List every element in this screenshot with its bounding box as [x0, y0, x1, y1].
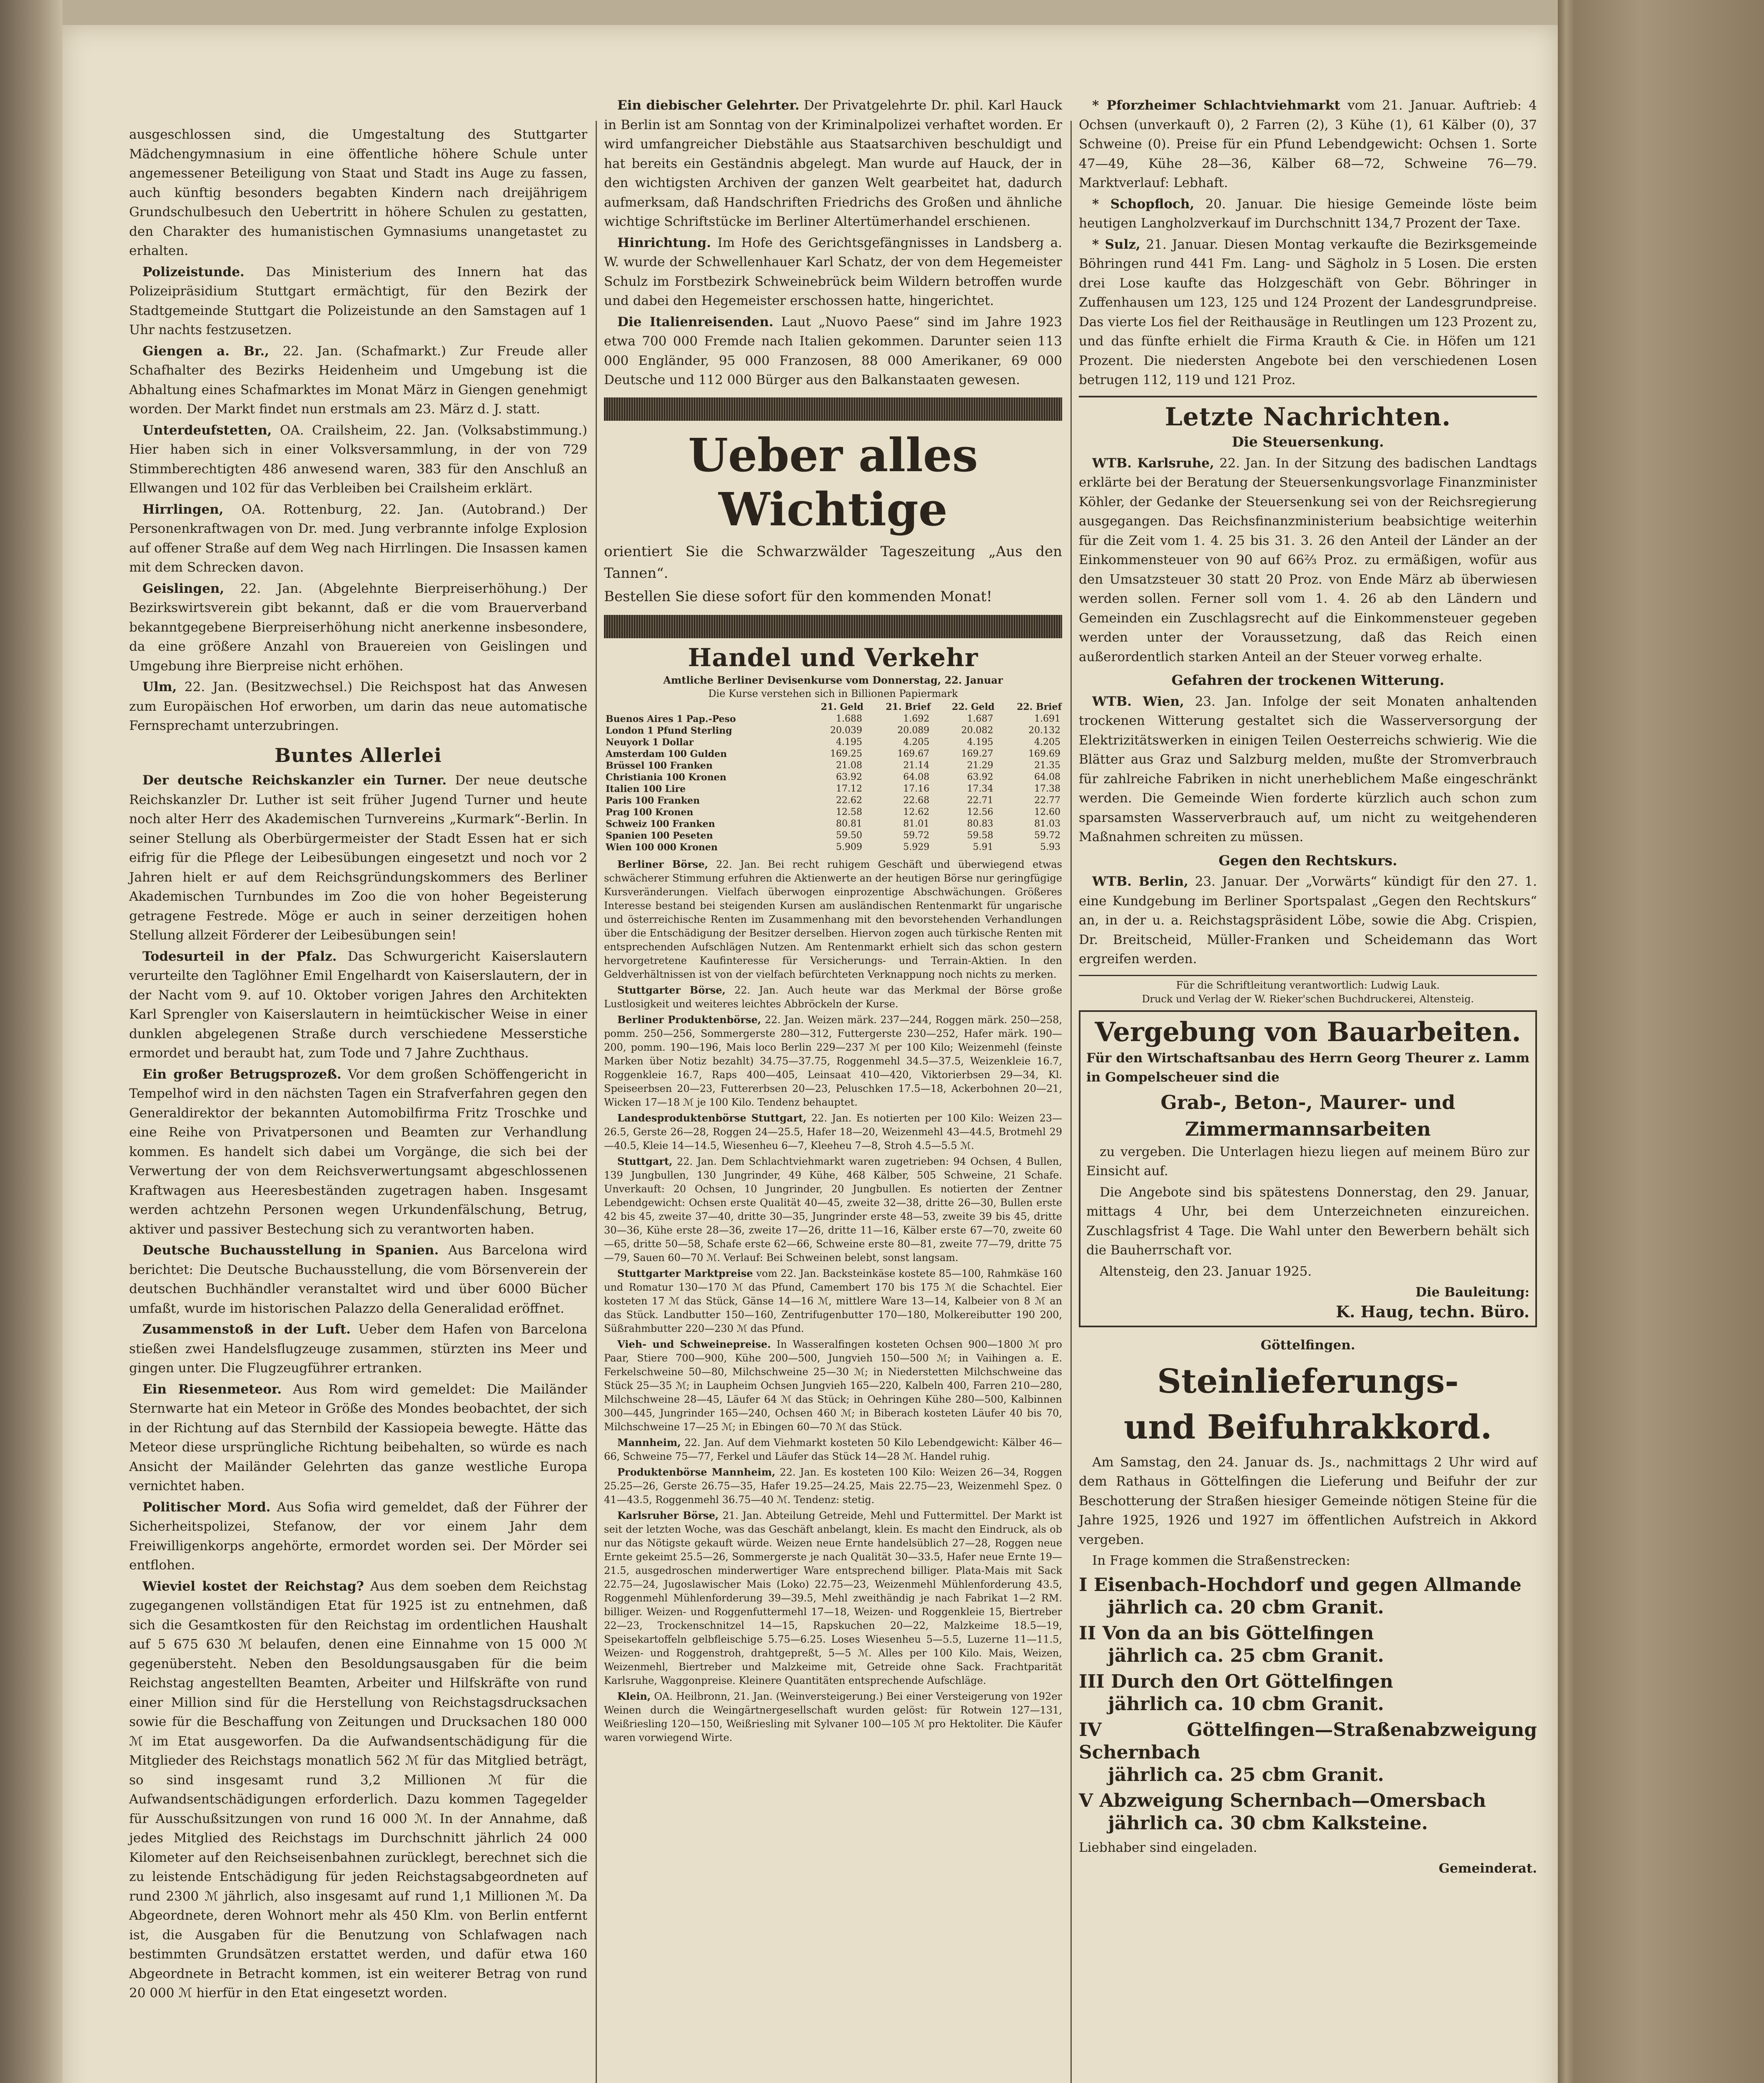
road-quantity: jährlich ca. 25 cbm Granit. — [1108, 1645, 1384, 1666]
article-lead: Hinrichtung. — [617, 235, 711, 250]
road-quantity: jährlich ca. 20 cbm Granit. — [1108, 1596, 1384, 1618]
article-text: 22. Jan. In der Sitzung des badischen Landtags erklärte bei der Beratung der Steuersenkungsvorlage Finanzminister Köhler, der Gedanke der Steuersenkung sei von der Reichsregierung ausgegangen. Das Reichsfinanzministerium beabsichtige weiterhin für die Zeit vom 1. 4. 25 bis 31. 3. 26 den Anteil der Länder an der Einkommensteuer von 90 auf 66⅔ Proz. zu ermäßigen, wofür aus den Umsatzsteuer 30 statt 20 Proz. von Ende März ab überwiesen werden sollen. Ferner soll vom 1. 4. 26 ab den Ländern und Gemeinden ein Zuschlagsrecht auf die Einkommensteuer gegeben werden unter der Voraussetzung, daß das Reich einen außerordentlich starken Anteil an der Steuer vorweg erhalte. — [1079, 455, 1537, 664]
article-lead: Ein Riesenmeteor. — [142, 1381, 282, 1397]
article-lead: * Schopfloch, — [1092, 196, 1195, 212]
market-reports — [604, 857, 1062, 1745]
article-lead: Klein, — [617, 1690, 651, 1702]
divider — [1079, 396, 1537, 397]
newspaper-page — [62, 25, 1558, 2083]
currency-name: Buenos Aires 1 Pap.-Peso — [606, 714, 736, 724]
article-lead: Mannheim, — [617, 1436, 681, 1449]
article — [604, 857, 1062, 982]
article-text: 21. Jan. Abteilung Getreide, Mehl und Futtermittel. Der Markt ist seit der letzten Woche, was das Geschäft anbelangt, klein. Es macht den Eindruck, als ob nur das Nötigste gekauft würde. Weizen neue Ernte handelsüblich 27—28, Roggen neue Ernte gekeimt 25.5—26, Sommergerste je nach Qualität 30—33.5, Hafer neue Ernte 19—21.5, ausgedroschen minderwertiger Ware entsprechend billiger. Plata-Mais mit Sack 22.75—24, Jugoslawischer Mais (Loko) 22.75—23, Weizenmehl Mühlenforderung 43.5, Roggenmehl Mühlenforderung 39—39.5, Mehl zweithändig je nach Fabrikat 1—2 RM. billiger. Weizen- und Roggenfuttermehl 17—18, Weizen- und Roggenkleie 15, Biertreber 22—23, Trockenschnitzel 14—15, Rapskuchen 20—22, Malzkeime 18.5—19, Speisekartoffeln gelbfleischige 5.75—6.25. Loses Wiesenheu 5—5.5, Luzerne 11—11.5, Weizen- und Roggenstroh, drahtgepreßt, 5—5 ℳ. Alles per 100 Kilo. Mais, Weizen, Weizenmehl, Biertreber und Malzkeime mit, Getreide ohne Sack. Frachtparität Karlsruhe, Waggonpreise. Kleinere Quantitäten entsprechende Aufschläge. — [604, 1510, 1062, 1686]
rate-cell: 1.687 — [967, 714, 993, 724]
article-lead: * Pforzheimer Schlachtviehmarkt — [1092, 98, 1340, 113]
currency-name: Wien 100 000 Kronen — [606, 842, 718, 853]
imprint-editor: Für die Schriftleitung verantwortlich: Ludwig Lauk. — [1176, 979, 1440, 991]
rate-cell: 12.62 — [903, 807, 930, 817]
rate-cell: 64.08 — [903, 772, 930, 782]
rate-cell: 22.77 — [1034, 795, 1060, 806]
ad-text: Für den Wirtschaftsanbau des Herrn Georg Theurer z. Lamm in Gompelscheuer sind die — [1086, 1050, 1529, 1085]
ad-headline: und Beifuhrakkord. — [1124, 1407, 1492, 1446]
table-row — [604, 760, 1062, 772]
rate-cell: 81.03 — [1034, 819, 1060, 829]
rate-cell: 81.01 — [903, 819, 930, 829]
ad-work-types: Grab-, Beton-, Maurer- und — [1160, 1091, 1455, 1114]
rate-cell: 20.039 — [830, 725, 862, 736]
article-lead: Deutsche Buchausstellung in Spanien. — [142, 1243, 439, 1258]
rate-cell: 5.929 — [903, 842, 930, 852]
article-text: 22. Jan. Weizen märk. 237—244, Roggen märk. 250—258, pomm. 250—256, Sommergerste 280—312, Futtergerste 230—252, Hafer märk. 190—200, pomm. 190—196, Mais loco Berlin 229—237 ℳ per 100 Kilo; Weizenmehl (feinste Marken über Notiz bezahlt) 34.75—37.75, Roggenmehl 34.5—37.5, Weizenkleie 16.7, Roggenkleie 16.7, Raps 400—405, Leinsaat 410—420, Viktorierbsen 29—34, Kl. Speiseerbsen 20—23, Futtererbsen 20—23, Peluschken 17.5—18, Ackerbohnen 20—21, Wicken 17—18 ℳ je 100 Kilo. Tendenz behauptet. — [604, 1014, 1062, 1108]
article-text: 22. Jan. Auf dem Viehmarkt kosteten 50 Kilo Lebendgewicht: Kälber 46—66, Schweine 75—77, Ferkel und Läufer das Stück 14—28 ℳ. Handel ruhig. — [604, 1437, 1062, 1462]
rate-cell: 17.16 — [903, 784, 930, 794]
book-gutter-left — [0, 0, 62, 2083]
rate-cell: 1.691 — [1034, 714, 1060, 724]
article-lead: WTB. Karlsruhe, — [1092, 455, 1214, 471]
ad-text: Bestellen Sie diese sofort für den kommenden Monat! — [604, 588, 992, 605]
article-lead: Unterdeufstetten, — [142, 422, 272, 438]
article-text: 22. Jan. (Abgelehnte Bierpreiserhöhung.) Der Bezirkswirtsverein gibt bekannt, daß er die vom Brauerverband bekanntgegebene Bierpreiserhöhung nicht anerkenne insbesondere, da eine größere Anzahl von Brauereien von Geislingen und Umgebung ihre Bierpreise nicht erhöhen. — [129, 581, 587, 674]
article — [604, 983, 1062, 1011]
article-text: OA. Crailsheim, 22. Jan. (Volksabstimmung.) Hier haben sich in einer Volksversammlung, in der von 729 Stimmberechtigten 486 anwesend waren, 383 für den Anschluß an Ellwangen und 102 für das Verbleiben bei Crailsheim erklärt. — [129, 422, 587, 496]
table-row — [604, 818, 1062, 830]
column-rule — [596, 121, 597, 2083]
rate-cell: 4.205 — [903, 737, 930, 747]
road-section: II Von da an bis Göttelfingen — [1079, 1622, 1374, 1644]
table-row — [604, 783, 1062, 795]
rate-cell: 1.692 — [903, 714, 930, 724]
article — [1079, 235, 1537, 390]
article — [129, 1065, 587, 1239]
table-header-row — [604, 701, 1062, 713]
article — [129, 677, 587, 736]
article-text: Das Ministerium des Innern hat das Polizeipräsidium Stuttgart ermächtigt, für den Bezirk der Stadtgemeinde Stuttgart die Polizeistunde an den Samstagen auf 1 Uhr nachts festzusetzen. — [129, 264, 587, 337]
article-text: Der neue deutsche Reichskanzler Dr. Luther ist seit früher Jugend Turner und heute noch alter Herr des Akademischen Turnvereins „Kurmark“-Berlin. In seiner Stellung als Oberbürgermeister der Stadt Essen hat er sich eifrig für die Pflege der Leibesübungen eingesetzt und noch vor 2 Jahren hielt er auf dem Reichsgründungskommers des Berliner Akademischen Turnbundes im Zoo die von hoher Begeisterung getragene Festrede. Möge er auch in seiner derzeitigen hohen Stellung allzeit Förderer der Leibesübungen sein! — [129, 773, 588, 943]
article-text: vom 22. Jan. Backsteinkäse kostete 85—100, Rahmkäse 160 und Romatur 130—170 ℳ das Pfund, Camembert 170 bis 175 ℳ die Schachtel. Eier kosteten 17 ℳ das Stück, Gänse 14—16 ℳ, mittlere Ware 13—14, Kalbeier von 8 ℳ an das Stück. Landbutter 150—160, Zentrifugenbutter 170—180, Molkereibutter 190 200, Süßrahmbutter 220—230 ℳ das Pfund. — [604, 1268, 1062, 1334]
table-row — [604, 842, 1062, 853]
rate-cell: 12.56 — [967, 807, 993, 817]
article-text: Aus Rom wird gemeldet: Die Mailänder Sternwarte hat ein Meteor in Größe des Mondes beobachtet, der sich in der Richtung auf das Sternbild der Kassiopeia bewegte. Hätte das Meteor diese ursprüngliche Richtung beibehalten, so würde es nach Ansicht der Mailänder Gelehrten das ganze westliche Europa vernichtet haben. — [129, 1381, 587, 1494]
article-text: Aus Sofia wird gemeldet, daß der Führer der Sicherheitspolizei, Stefanow, der vor einem Jahr dem Freiwilligenkorps angehörte, ermordet worden sei. Der Mörder sei entflohen. — [129, 1499, 588, 1573]
article-text: 22. Jan. Dem Schlachtviehmarkt waren zugetrieben: 94 Ochsen, 4 Bullen, 139 Jungbullen, 130 Jungrinder, 49 Kühe, 468 Kälber, 505 Schweine, 21 Schafe. Unverkauft: 20 Ochsen, 10 Jungrinder, 20 Jungbullen. Es notierten der Zentner Lebendgewicht: Ochsen erste Qualität 40—45, zweite 32—38, dritte 26—30, Bullen erste 42 bis 45, zweite 37—40, dritte 30—35, Jungrinder erste 48—53, zweite 39 bis 45, dritte 30—36, Kühe erste 28—36, zweite 17—26, dritte 11—16, Kälber erste 67—70, zweite 60—65, dritte 50—58, Schafe erste 62—66, Schweine erste 80—81, zweite 77—79, dritte 75—79, Sauen 60—70 ℳ. Verlauf: Bei Schweinen belebt, sonst langsam. — [604, 1156, 1063, 1264]
article — [129, 771, 587, 945]
article — [129, 1380, 587, 1496]
article-text: In Wasseralfingen kosteten Ochsen 900—1800 ℳ pro Paar, Stiere 700—900, Kühe 200—500, Jungvieh 150—500 ℳ; in Vaihingen a. E. Ferkelschweine 50—80, Milchschweine 25—30 ℳ; in Niederstetten Milchschweine das Stück 25—35 ℳ; in Laupheim Ochsen Jungvieh 165—220, Kalbeln 400, Farren 210—280, Milchschweine 28—45, Läufer 64 ℳ das Stück; in Oehringen Kühe 280—500, Kalbinnen 300—445, Jungrinder 165—240, Ochsen 460 ℳ; in Biberach kosteten Läufer 40 bis 70, Milchschweine 17—25 ℳ; in Ebingen 60—70 ℳ das Stück. — [604, 1339, 1062, 1433]
road-section: I Eisenbach-Hochdorf und gegen Allmande — [1079, 1574, 1522, 1596]
rate-cell: 20.132 — [1028, 725, 1060, 736]
column-middle — [604, 96, 1062, 1746]
road-section: IV Göttelfingen—Straßenabzweigung Schernbach — [1079, 1719, 1537, 1763]
table-row — [604, 725, 1062, 737]
table-body — [604, 713, 1062, 853]
article — [129, 1320, 587, 1378]
book-spine-right — [1558, 0, 1764, 2083]
article-lead: Stuttgarter Börse, — [617, 984, 726, 996]
article — [1079, 195, 1537, 233]
article-text: 22. Jan. (Besitzwechsel.) Die Reichspost hat das Anwesen zum Europäischen Hof erworben, um darin das neue automatische Fernsprechamt unterzubringen. — [129, 679, 587, 733]
column-right — [1079, 96, 1537, 1878]
table-row — [604, 830, 1062, 842]
rate-cell: 4.195 — [967, 737, 993, 747]
news-heading: Gegen den Rechtskurs. — [1218, 852, 1397, 869]
rate-cell: 169.67 — [897, 749, 930, 759]
news-heading: Die Steuersenkung. — [1232, 434, 1384, 450]
article — [129, 1241, 587, 1318]
rates-subheading: Die Kurse verstehen sich in Billionen Papiermark — [708, 688, 958, 699]
news-heading: Gefahren der trockenen Witterung. — [1171, 672, 1445, 688]
section-heading: Letzte Nachrichten. — [1165, 402, 1451, 432]
rate-cell: 59.72 — [1034, 830, 1060, 841]
currency-name: London 1 Pfund Sterling — [606, 725, 732, 736]
article-text: 20. Januar. Die hiesige Gemeinde löste beim heutigen Langholzverkauf im Durchschnitt 134,7 Prozent der Taxe. — [1079, 196, 1537, 231]
article-lead: Berliner Börse, — [617, 858, 709, 870]
currency-name: Brüssel 100 Franken — [606, 760, 713, 771]
article-text: OA. Heilbronn, 21. Jan. (Weinversteigerung.) Bei einer Versteigerung von 192er Weinen durch die Weingärtnergesellschaft wurden gelöst: für Rotwein 127—131, Weißriesling 120—150, Weißriesling mit Sylvaner 100—105 ℳ pro Hektoliter. Die Käufer waren vorwiegend Wirte. — [604, 1691, 1062, 1743]
article-lead: Produktenbörse Mannheim, — [617, 1466, 776, 1478]
rate-cell: 80.81 — [836, 819, 862, 829]
article-text: Der Privatgelehrte Dr. phil. Karl Hauck in Berlin ist am Sonntag von der Kriminalpolizei verhaftet worden. Er wird umfangreicher Diebstähle aus Staatsarchiven beschuldigt und hat bereits ein Geständnis abgelegt. Man wurde auf Hauck, der in den wichtigsten Archiven der ganzen Welt gearbeitet hat, dadurch aufmerksam, daß Handschriften Friedrichs des Großen und ähnliche wichtige Schriftstücke im Berliner Altertümerhandel erschienen. — [604, 98, 1063, 229]
road-quantity: jährlich ca. 30 cbm Kalksteine. — [1108, 1812, 1428, 1834]
article — [604, 1465, 1062, 1507]
road-section: III Durch den Ort Göttelfingen — [1079, 1671, 1393, 1692]
article-text: 22. Jan. Es kosteten 100 Kilo: Weizen 26—34, Roggen 25.25—26, Gerste 26.75—35, Hafer 19.25—24.25, Mais 22.75—23, Weizenmehl Spez. 0 41—43.5, Roggenmehl 36.75—40 ℳ. Tendenz: stetig. — [604, 1466, 1062, 1506]
article-text: Vor dem großen Schöffengericht in Tempelhof wird in den nächsten Tagen ein Strafverfahren gegen den Generaldirektor der bekannten Automobilfirma Fritz Troschke und eine Reihe von Privatpersonen und Beamten zur Verhandlung kommen. Es handelt sich dabei um Vorgänge, die sich bei der Verwertung der von dem Reichsverwertungsamt abgeschlossenen Kraftwagen aus Heeresbeständen zugetragen haben. Insgesamt werden achtzehn Personen wegen Urkundenfälschung, Betrug, aktiver und passiver Bestechung sich zu verantworten haben. — [129, 1066, 587, 1237]
table-row — [604, 737, 1062, 748]
article — [604, 1111, 1062, 1153]
article-lead: WTB. Wien, — [1092, 694, 1184, 709]
article-lead: Giengen a. Br., — [142, 343, 269, 359]
article — [604, 1266, 1062, 1336]
table-row — [604, 748, 1062, 760]
article-lead: Stuttgarter Marktpreise — [617, 1267, 753, 1279]
rate-cell: 17.12 — [836, 784, 862, 794]
ad-headline: Vergebung von Bauarbeiten. — [1095, 1016, 1521, 1048]
list-item — [1079, 1790, 1537, 1835]
rate-cell: 169.69 — [1028, 749, 1060, 759]
rate-cell: 12.60 — [1034, 807, 1060, 817]
rate-cell: 21.29 — [967, 760, 993, 771]
article — [129, 947, 587, 1063]
article-text: Ueber dem Hafen von Barcelona stießen zwei Handelsflugzeuge zusammen, stürzten ins Meer und gingen unter. Die Flugzeugführer ertranken. — [129, 1322, 587, 1376]
rate-cell: 4.195 — [836, 737, 862, 747]
article-text: 22. Jan. Es notierten per 100 Kilo: Weizen 23—26.5, Gerste 26—28, Roggen 24—25.5, Hafer 18—20, Weizenmehl 43—44.5, Brotmehl 29—40.5, Kleie 14—14.5, Wiesenheu 6—7, Kleeheu 7—8, Stroh 4.5—5.5 ℳ. — [604, 1112, 1062, 1151]
table-header: 22. Brief — [1017, 702, 1062, 712]
article-lead: Ulm, — [142, 679, 177, 694]
table-row — [604, 807, 1062, 818]
section-heading: Buntes Allerlei — [274, 744, 442, 767]
rate-cell: 5.909 — [836, 842, 862, 852]
article — [604, 1509, 1062, 1688]
article — [129, 421, 587, 498]
currency-table — [604, 701, 1062, 853]
ad-text: Die Angebote sind bis spätestens Donnerstag, den 29. Januar, mittags 4 Uhr, bei dem Unterzeichneten einzureichen. Zuschlagsfrist 4 Tage. Die Wahl unter den Bewerbern behält sich die Bauherrschaft vor. — [1086, 1184, 1529, 1258]
article-lead: * Sulz, — [1092, 237, 1140, 252]
rate-cell: 5.93 — [1040, 842, 1060, 852]
article-lead: Wieviel kostet der Reichstag? — [142, 1578, 364, 1594]
rate-cell: 169.25 — [830, 749, 862, 759]
article-lead: Polizeistunde. — [142, 264, 245, 280]
article-text: ausgeschlossen sind, die Umgestaltung des Stuttgarter Mädchengymnasium in eine öffentliche höhere Schule unter angemessener Beteiligung von Staat und Stadt ins Auge zu fassen, auch künftig besonders begabten Kindern nach dreijährigem Grundschulbesuch den Uebertritt in höhere Schulen zu gestatten, den Charakter des humanistischen Gymnasiums unangetastet zu erhalten. — [129, 127, 587, 258]
decorative-stripe — [604, 397, 1062, 421]
rate-cell: 59.50 — [836, 830, 862, 841]
currency-name: Italien 100 Lire — [606, 784, 686, 794]
rate-cell: 64.08 — [1034, 772, 1060, 782]
table-row — [604, 713, 1062, 725]
article — [129, 262, 587, 340]
article-lead: Geislingen, — [142, 581, 225, 596]
column-rule — [1070, 121, 1072, 2083]
article-lead: Todesurteil in der Pfalz. — [142, 949, 337, 964]
ad-text: In Frage kommen die Straßenstrecken: — [1092, 1553, 1350, 1568]
article — [604, 1337, 1062, 1434]
column-left — [129, 125, 587, 2005]
article — [1079, 692, 1537, 847]
rate-cell: 63.92 — [967, 772, 993, 782]
article-lead: Politischer Mord. — [142, 1499, 271, 1515]
ad-text: zu vergeben. Die Unterlagen hiezu liegen auf meinem Büro zur Einsicht auf. — [1086, 1144, 1529, 1179]
rate-cell: 59.72 — [903, 830, 930, 841]
rate-cell: 4.205 — [1034, 737, 1060, 747]
currency-name: Paris 100 Franken — [606, 795, 700, 806]
table-header — [604, 701, 800, 713]
article — [1079, 96, 1537, 193]
rate-cell: 63.92 — [836, 772, 862, 782]
article — [1079, 454, 1537, 667]
article-lead: Ein großer Betrugsprozeß. — [142, 1066, 342, 1082]
article — [129, 1577, 587, 2003]
article-text: Im Hofe des Gerichtsgefängnisses in Landsberg a. W. wurde der Schwellenhauer Karl Schatz, der von dem Hegemeister Schulz im Forstbezirk Schweinebrück beim Wildern betroffen wurde und dabei den Hegemeister erschossen hatte, hingerichtet. — [604, 235, 1062, 308]
article — [129, 579, 587, 676]
article — [129, 342, 587, 419]
ad-headline: Ueber alles Wichtige — [688, 428, 978, 536]
rate-cell: 22.71 — [967, 795, 993, 806]
rate-cell: 22.62 — [836, 795, 862, 806]
ad-text: Liebhaber sind eingeladen. — [1079, 1840, 1258, 1855]
article-lead: Zusammenstoß in der Luft. — [142, 1322, 351, 1337]
section-heading: Handel und Verkehr — [688, 643, 978, 672]
table-header: 22. Geld — [952, 702, 995, 712]
table-header: 21. Geld — [821, 702, 863, 712]
article-text: 23. Januar. Der „Vorwärts“ kündigt für den 27. 1. eine Kundgebung im Berliner Sportspalast „Gegen den Rechtskurs“ an, in der u. a. Reichstagspräsident Löbe, sowie die Abg. Crispien, Dr. Breitscheid, Müller-Franken und Scheidemann das Wort ergreifen werden. — [1079, 874, 1537, 967]
article — [1079, 872, 1537, 969]
rate-cell: 17.38 — [1034, 784, 1060, 794]
article — [129, 500, 587, 577]
currency-name: Amsterdam 100 Gulden — [606, 749, 727, 759]
rate-cell: 20.089 — [897, 725, 930, 736]
article-text: vom 21. Januar. Auftrieb: 4 Ochsen (unverkauft 0), 2 Farren (2), 3 Kühe (1), 61 Kälber (0), 37 Schweine (0). Preise für ein Pfund Lebendgewicht: Ochsen 1. Sorte 47—49, Kühe 28—36, Kälber 68—72, Schweine 76—79. Marktverlauf: Lebhaft. — [1079, 98, 1537, 190]
rate-cell: 22.68 — [903, 795, 930, 806]
article-text: 22. Jan. (Schafmarkt.) Zur Freude aller Schafhalter des Bezirks Heidenheim und Umgebung ist die Abhaltung eines Schafmarktes im Monat März in Giengen genehmigt worden. Der Markt findet nun erstmals am 23. März d. J. statt. — [129, 343, 587, 417]
article — [129, 1498, 587, 1575]
rate-cell: 20.082 — [961, 725, 993, 736]
rate-cell: 5.91 — [973, 842, 993, 852]
currency-name: Spanien 100 Peseten — [606, 830, 713, 841]
ad-signature: Die Bauleitung: — [1415, 1285, 1529, 1300]
article — [604, 96, 1062, 232]
article — [604, 1689, 1062, 1745]
article-text: Das Schwurgericht Kaiserslautern verurteilte den Taglöhner Emil Engelhardt von Kaiserslautern, der in der Nacht vom 9. auf 10. Oktober vorigen Jahres den Architekten Karl Sprengler von Kaiserslautern in heimtückischer Weise in einer dunklen abgelegenen Straße durch verschiedene Messerstiche ermordet und beraubt hat, zum Tode und 7 Jahre Zuchthaus. — [129, 949, 587, 1061]
currency-name: Prag 100 Kronen — [606, 807, 694, 818]
ad-text: orientiert Sie die Schwarzwälder Tageszeitung „Aus den Tannen“. — [604, 543, 1062, 582]
article-text: OA. Rottenburg, 22. Jan. (Autobrand.) Der Personenkraftwagen von Dr. med. Jung verbrannte infolge Explosion auf offener Straße auf dem Weg nach Hirrlingen. Die Insassen kamen mit dem Schrecken davon. — [129, 502, 587, 575]
list-item — [1079, 1622, 1537, 1667]
road-section: V Abzweigung Schernbach—Omersbach — [1079, 1790, 1486, 1811]
rate-cell: 21.08 — [836, 760, 862, 771]
ad-construction — [1079, 1010, 1537, 1328]
article-lead: Stuttgart, — [617, 1155, 673, 1167]
article-text: 21. Januar. Diesen Montag verkaufte die Bezirksgemeinde Böhringen rund 441 Fm. Lang- und Sägholz in 5 Losen. Die ersten drei Lose kaufte das Holzgeschäft von Gebr. Böhringer in Zuffenhausen um 123, 125 und 124 Prozent der Landesgrundpreise. Das vierte Los fiel der Reithausäge in Reutlingen um 123 Prozent zu, und das fünfte erhielt die Firma Krauth & Cie. in Höfen um 121 Prozent. Die niedersten Angebote bei den verschiedenen Losen betrugen 112, 119 und 121 Proz. — [1079, 237, 1537, 387]
article-lead: WTB. Berlin, — [1092, 874, 1188, 889]
table-row — [604, 772, 1062, 783]
ad-town: Göttelfingen. — [1260, 1338, 1355, 1353]
article-lead: Berliner Produktenbörse, — [617, 1014, 761, 1026]
ad-signature: Gemeinderat. — [1439, 1861, 1537, 1876]
rate-cell: 169.27 — [961, 749, 993, 759]
road-quantity: jährlich ca. 10 cbm Granit. — [1108, 1693, 1384, 1715]
ad-date: Altensteig, den 23. Januar 1925. — [1100, 1264, 1312, 1279]
rate-cell: 1.688 — [836, 714, 862, 724]
article-text: Aus dem soeben dem Reichstag zugegangenen vollständigen Etat für 1925 ist zu entnehmen, daß sich die Gesamtkosten für den Reichstag im ordentlichen Haushalt auf 5 675 630 ℳ belaufen, denen eine Einnahme von 15 000 ℳ gegenübersteht. Neben den Besoldungsausgaben für die beim Reichstag angestellten Beamten, Arbeiter und Hilfskräfte von rund einer Million sind für die Herstellung von Reichstagsdrucksachen sowie für die Beschaffung von Zeitungen und Drucksachen 180 000 ℳ im Etat ausgeworfen. Da die Aufwandsentschädigung für die Mitglieder des Reichstags monatlich 562 ℳ für das Mitglied beträgt, so sind insgesamt rund 3,2 Millionen ℳ für die Aufwandsentschädigungen erforderlich. Dazu kommen Tagegelder für Ausschußsitzungen von rund 16 000 ℳ. In der Annahme, daß jedes Mitglied des Reichstags im Durchschnitt jährlich 24 000 Kilometer auf den Reichseisenbahnen zurücklegt, berechnet sich die zu leistende Entschädigung für jeden Reichstagsabgeordneten auf rund 2300 ℳ jährlich, also insgesamt auf rund 1,1 Millionen ℳ. Da Abgeordnete, deren Wohnort mehr als 450 Klm. von Berlin entfernt ist, die Ausgaben für die Benutzung von Schlafwagen nach bestimmten Grundsätzen erstattet werden, und dafür etwa 160 Abgeordnete in Betracht kommen, ist ein weiterer Betrag von rund 20 000 ℳ hierfür in den Etat eingesetzt worden. — [129, 1578, 588, 2001]
ad-work-types: Zimmermannsarbeiten — [1185, 1117, 1431, 1140]
article-lead: Ein diebischer Gelehrter. — [617, 98, 800, 113]
ad-headline: Steinlieferungs- — [1157, 1361, 1459, 1401]
article-lead: Vieh- und Schweinepreise. — [617, 1338, 771, 1350]
currency-name: Christiania 100 Kronen — [606, 772, 726, 783]
article-lead: Der deutsche Reichskanzler ein Turner. — [142, 773, 447, 788]
list-item — [1079, 1719, 1537, 1786]
article-lead: Hirrlingen, — [142, 502, 224, 517]
article — [604, 1013, 1062, 1109]
rate-cell: 12.58 — [836, 807, 862, 817]
rate-cell: 59.58 — [967, 830, 993, 841]
rate-cell: 80.83 — [967, 819, 993, 829]
list-item — [1079, 1574, 1537, 1619]
rate-cell: 17.34 — [967, 784, 993, 794]
road-quantity: jährlich ca. 25 cbm Granit. — [1108, 1764, 1384, 1786]
divider — [1079, 975, 1537, 976]
currency-name: Neuyork 1 Dollar — [606, 737, 694, 748]
article — [604, 1436, 1062, 1464]
ad-text: Am Samstag, den 24. Januar ds. Js., nachmittags 2 Uhr wird auf dem Rathaus in Göttelfingen die Lieferung und Beifuhr der zur Beschotterung der Straßen hiesiger Gemeinde nötigen Steine für die Jahre 1925, 1926 und 1927 im öffentlichen Aufstreich in Akkord vergeben. — [1079, 1454, 1537, 1547]
ad-signature: K. Haug, techn. Büro. — [1336, 1302, 1529, 1321]
article-lead: Landesproduktenbörse Stuttgart, — [617, 1112, 807, 1124]
article-text: Aus Barcelona wird berichtet: Die Deutsche Buchausstellung, die vom Börsenverein der deutschen Buchhändler veranstaltet wird und über 6000 Bücher umfaßt, wurde im historischen Palazzo della Generalidad eröffnet. — [129, 1243, 587, 1316]
article — [604, 233, 1062, 311]
rate-cell: 21.35 — [1034, 760, 1060, 771]
article-text: Laut „Nuovo Paese“ sind im Jahre 1923 etwa 700 000 Fremde nach Italien gekommen. Darunter seien 113 000 Engländer, 95 000 Franzosen, 88 000 Amerikaner, 69 000 Deutsche und 112 000 Bürger aus den Balkanstaaten gewesen. — [604, 314, 1062, 387]
article-text: 22. Jan. Auch heute war das Merkmal der Börse große Lustlosigkeit und weiteres leichtes Abbröckeln der Kurse. — [604, 984, 1062, 1010]
article-lead: Karlsruher Börse, — [617, 1509, 719, 1521]
decorative-stripe — [604, 615, 1062, 638]
list-item — [1079, 1671, 1537, 1716]
article-text: 22. Jan. Bei recht ruhigem Geschäft und überwiegend etwas schwächerer Stimmung erfuhren die Aktienwerte an der heutigen Börse nur geringfügige Kursveränderungen. Vielfach überwogen einprozentige Abschwächungen. Größeres Interesse bestand bei steigenden Kursen am ausländischen Rentenmarkt für ungarische und österreichische Renten im Zusammenhang mit den bevorstehenden Verhandlungen über die Entschädigung der Besitzer derselben. Hiervon zogen auch türkische Renten mit entsprechenden Aufschlägen Nutzen. Am Rentenmarkt erhielt sich das schon gestern hervorgetretene Kaufinteresse für Versicherungs- und Terrain-Aktien. In den Geldverhältnissen ist von der vielfach befürchteten Verknappung noch nichts zu merken. — [604, 859, 1062, 980]
currency-name: Schweiz 100 Franken — [606, 819, 715, 829]
imprint-publisher: Druck und Verlag der W. Rieker'schen Buchdruckerei, Altensteig. — [1142, 993, 1474, 1005]
article — [604, 312, 1062, 390]
table-row — [604, 795, 1062, 807]
article-lead: Die Italienreisenden. — [617, 314, 773, 330]
article-text: 23. Jan. Infolge der seit Monaten anhaltenden trockenen Witterung gestaltet sich die Wasserversorgung der Elektrizitätswerken in einigen Teilen Oesterreichs schwierig. Wie die Blätter aus Graz und Salzburg melden, mußte der Stromverbrauch für zahlreiche Fabriken in nicht unerheblichem Maße eingeschränkt werden. Die Gemeinde Wien forderte kürzlich auch schon zum sparsamsten Wasserverbrauch auf, um nicht zu weitgehenderen Maßnahmen schreiten zu müssen. — [1079, 694, 1537, 844]
rate-cell: 21.14 — [903, 760, 930, 771]
article — [604, 1154, 1062, 1265]
rates-heading: Amtliche Berliner Devisenkurse vom Donnerstag, 22. Januar — [663, 674, 1003, 686]
table-header: 21. Brief — [886, 702, 931, 712]
